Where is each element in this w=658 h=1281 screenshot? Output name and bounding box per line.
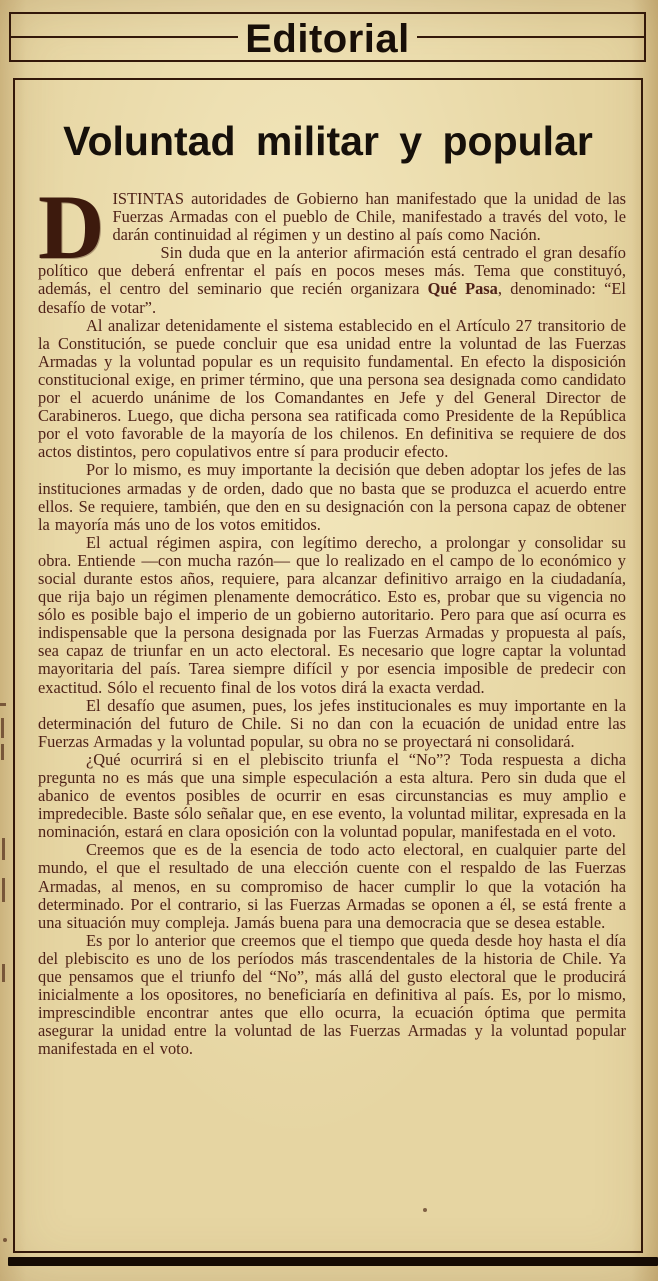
article-body bbox=[38, 176, 626, 1059]
dropcap-letter: D bbox=[38, 176, 105, 278]
bottom-heavy-rule bbox=[8, 1257, 658, 1266]
section-title: Editorial bbox=[245, 17, 410, 61]
scan-mark bbox=[423, 1208, 427, 1212]
scan-mark bbox=[2, 964, 5, 982]
editorial-header-box bbox=[9, 12, 646, 62]
scan-mark bbox=[0, 703, 6, 706]
paragraph-7: ¿Qué ocurrirá si en el plebiscito triunfa el “No”? Toda respuesta a dicha pregunta no es más que una simple especulación a esta altura. Pero sin duda que el abanico de eventos posibles de ocurrir en esas circunstancias es muy amplio e impredecible. Baste sólo señalar que, en ese evento, la voluntad militar, expresada en la nominación, estará en clara oposición con la voluntad popular, manifestada en el voto. bbox=[38, 749, 626, 842]
paragraph-3: Al analizar detenidamente el sistema establecido en el Artículo 27 transitorio de la Constitución, se puede concluir que esa unidad entre la voluntad de las Fuerzas Armadas y la voluntad popular es un requisito fundamental. En efecto la disposición constitucional exige, en primer término, que una persona sea designada como candidato por el acuerdo unánime de los Comandantes en Jefe y del General Director de Carabineros. Luego, que dicha persona sea ratificada como Presidente de la República por el voto favorable de la mayoría de los chilenos. En definitiva se requiere de dos actos distintos, pero copulativos entre sí para producir efecto. bbox=[38, 315, 626, 462]
scan-mark bbox=[3, 1238, 7, 1242]
paragraph-9: Es por lo anterior que creemos que el tiempo que queda desde hoy hasta el día del plebiscito es uno de los períodos más trascendentales de la historia de Chile. Ya que pensamos que el triunfo del “No”, más allá del gusto electoral que le producirá inicialmente a los opositores, no beneficiaría en definitiva al país. Es, por lo mismo, imprescindible encontrar antes que ello ocurra, la ecuación óptima que permita asegurar la unidad entre la voluntad de las Fuerzas Armadas y la voluntad popular manifestada en el voto. bbox=[38, 930, 626, 1059]
header-rule-right bbox=[417, 36, 644, 38]
scan-mark bbox=[2, 838, 5, 860]
paragraph-2-text: Sin duda que en la anterior afirmación está centrado el gran desafío político que deberá enfrentar el país en pocos meses más. Tema que constituyó, además, el centro del seminario que recién organizara bbox=[38, 243, 626, 299]
paragraph-2-text-end: , denominado: “El desafío de votar”. bbox=[38, 279, 626, 317]
header-rule-left bbox=[11, 36, 238, 38]
paragraph-2 bbox=[38, 244, 626, 316]
magazine-name-bold: Qué Pasa bbox=[427, 279, 498, 299]
article-frame bbox=[13, 78, 643, 1253]
paragraph-8: Creemos que es de la esencia de todo acto electoral, en cualquier parte del mundo, el que el resultado de una elección cuente con el respaldo de las Fuerzas Armadas, al menos, en su compromiso de hacer cumplir lo que la votación ha determinado. Por el contrario, si las Fuerzas Armadas se oponen a él, se está frente a una situación muy compleja. Jamás buena para una democracia que se desea estable. bbox=[38, 840, 626, 932]
scan-mark bbox=[2, 878, 5, 902]
article-title: Voluntad militar y popular bbox=[63, 118, 593, 164]
scan-mark bbox=[1, 718, 4, 738]
paragraph-6: El desafío que asumen, pues, los jefes institucionales es muy importante en la determinación del futuro de Chile. Si no dan con la ecuación de unidad entre las Fuerzas Armadas y la voluntad popular, su obra no se proyectará ni consolidará. bbox=[38, 695, 626, 751]
paragraph-1-text: ISTINTAS autoridades de Gobierno han manifestado que la unidad de las Fuerzas Armadas con el pueblo de Chile, manifestado a través del voto, le darán continuidad al régimen y un destino al país como Nación. bbox=[112, 189, 626, 245]
paragraph-4: Por lo mismo, es muy importante la decisión que deben adoptar los jefes de las instituciones armadas y de orden, dado que no basta que se produzca el acuerdo entre ellos. Se requiere, también, que den en su designación con la persona capaz de obtener la mayoría más uno de los votos emitidos. bbox=[38, 460, 626, 534]
scan-mark bbox=[1, 744, 4, 760]
paragraph-5: El actual régimen aspira, con legítimo derecho, a prolongar y consolidar su obra. Entiende —con mucha razón— que lo realizado en el campo de lo económico y social durante estos años, requiere, para alcanzar definitivo arraigo en la ciudadanía, que rija bajo un régimen plenamente democrático. Esto es, probar que su vigencia no sólo es posible bajo el imperio de un gobierno autoritario. Pero para que así ocurra es indispensable que la persona designada por las Fuerzas Armadas y propuesta al país, sea capaz de triunfar en un acto electoral. Es necesario que logre captar la voluntad mayoritaria del país. Tarea siempre difícil y por esencia imposible de predecir con exactitud. Sólo el recuento final de los votos dirá la exacta verdad. bbox=[38, 532, 626, 697]
